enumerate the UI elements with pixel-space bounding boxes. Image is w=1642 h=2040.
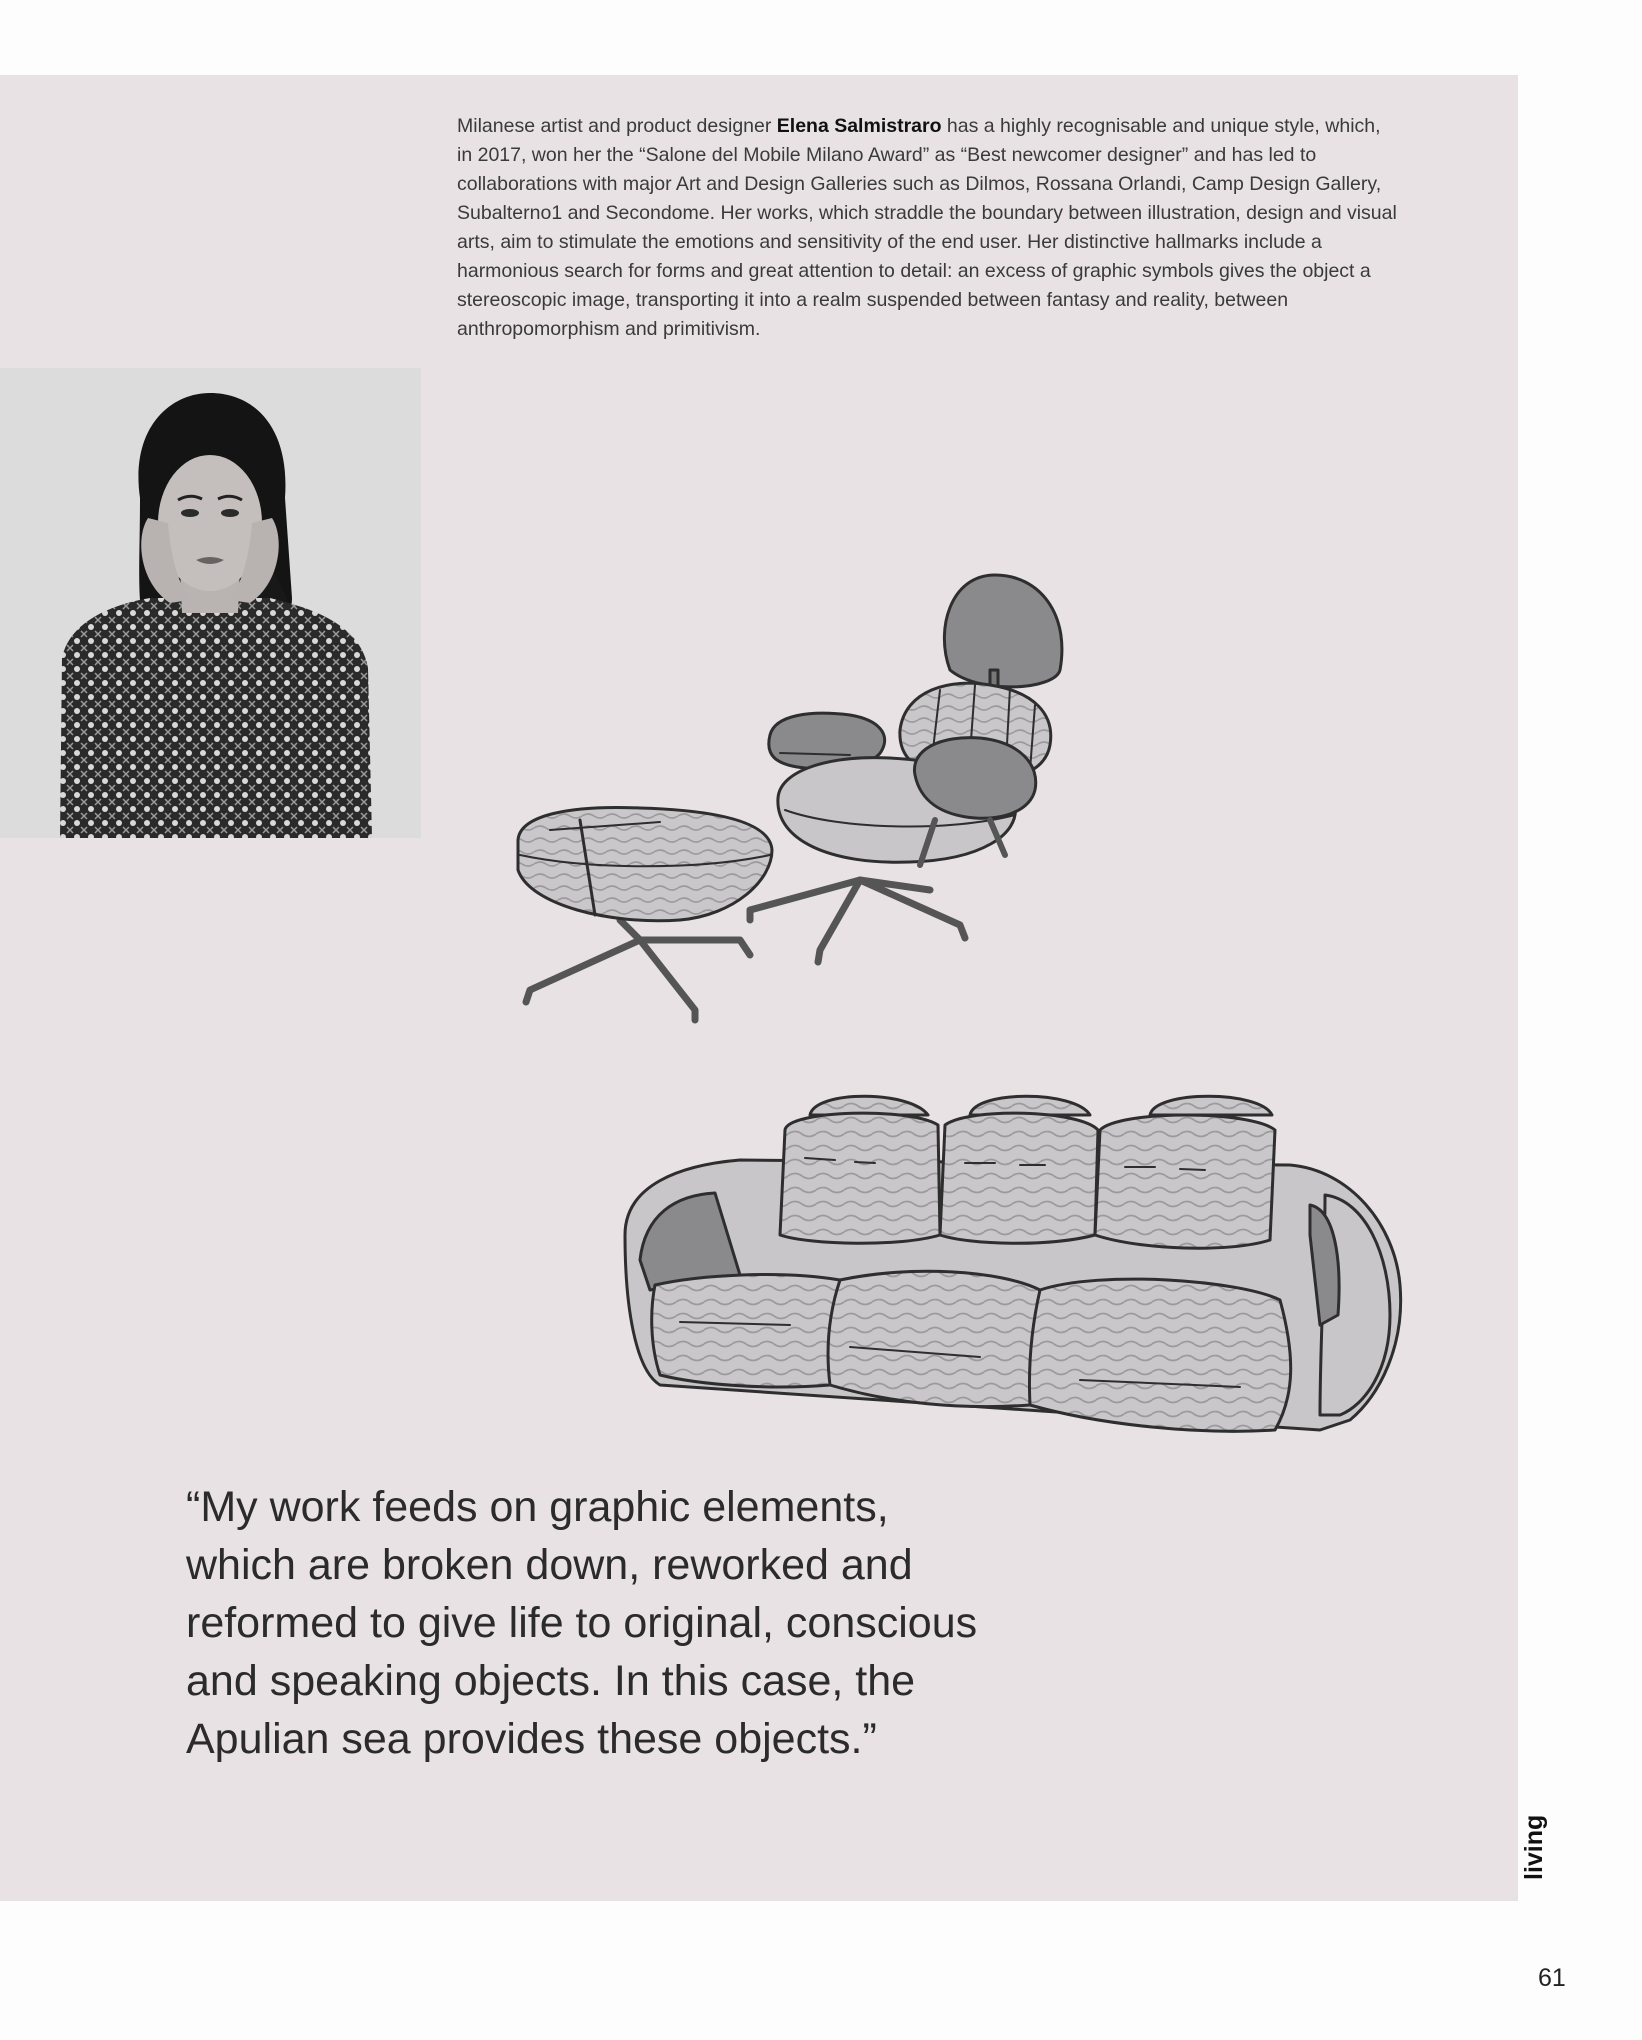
- intro-lead: Milanese artist and product designer: [457, 115, 777, 137]
- section-label: [1520, 1814, 1570, 1900]
- lounge-chair-ottoman-illustration: [510, 570, 1150, 1040]
- pull-quote: “My work feeds on graphic elements, which are broken down, reworked and reformed to give life to original, conscious and speaking objects. In this case, the Apulian sea provides these objects.”: [186, 1483, 978, 1763]
- intro-body: has a highly recognisable and unique style, which, in 2017, won her the “Salone del Mobile Milano Award” as “Best newcomer designer” and has led to collaborations with major Art and Design Galleries such as Dilmos, Rossana Orlandi, Camp Design Gallery, Subalterno1 and Secondome. Her works, which straddle the boundary between illustration, design and visual arts, aim to stimulate the emotions and sensitivity of the end user. Her distinctive hallmarks include a harmonious search for forms and great attention to detail: an excess of graphic symbols gives the object a stereoscopic image, transporting it into a realm suspended between fantasy and reality, between anthropomorphism and primitivism.: [457, 115, 1397, 340]
- designer-name: Elena Salmistraro: [776, 115, 942, 137]
- section-label-text: living: [1520, 1814, 1548, 1880]
- page-number: 61: [1538, 1964, 1566, 1992]
- designer-portrait-photo: [0, 368, 421, 838]
- intro-paragraph: [457, 112, 1397, 344]
- sofa-illustration: [620, 1085, 1410, 1450]
